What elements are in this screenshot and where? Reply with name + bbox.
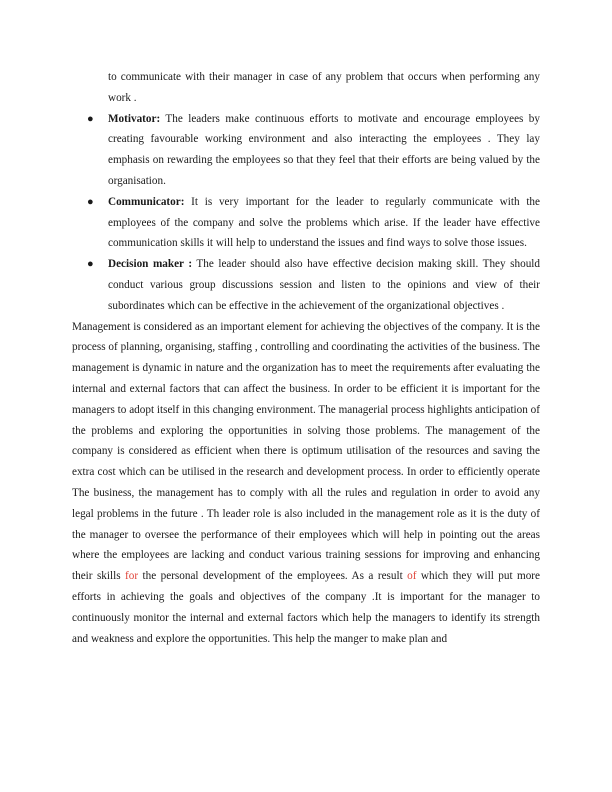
management-paragraph <box>72 317 540 650</box>
intro-continuation: to communicate with their manager in case of any problem that occurs when performing any work . <box>108 71 540 104</box>
bullet-term: Motivator: <box>108 112 161 125</box>
bullet-item-decision-maker <box>72 254 540 316</box>
bullet-icon: ● <box>87 195 94 208</box>
document-body <box>72 67 540 649</box>
bullet-term: Communicator: <box>108 195 185 208</box>
highlighted-word: of <box>407 570 417 583</box>
bullet-item-motivator <box>72 109 540 192</box>
leader-roles-list <box>72 109 540 317</box>
bullet-text: It is very important for the leader to regularly communicate with the employees of the company and solve the problems which arise. If the leader have effective communication skills it will help to understand the issues and find ways to solve those issues. <box>108 195 540 250</box>
bullet-text: The leader should also have effective decision making skill. They should conduct various group discussions session and listen to the opinions and view of their subordinates which can be effective in the achievement of the organizational objectives . <box>108 258 540 312</box>
bullet-item-communicator <box>72 192 540 254</box>
paragraph-text: Management is considered as an important element for achieving the objectives of the company. It is the process of planning, organising, staffing , controlling and coordinating the activities of the business. The management is dynamic in nature and the organization has to meet the requirements after evaluating the internal and external factors that can affect the business. In order to be efficient it is important for the managers to adopt itself in this changing environment. The managerial process highlights anticipation of the problems and exploring the opportunities in solving those problems. The management of the company is considered as efficient when there is optimum utilisation of the resources and saving the extra cost which can be utilised in the research and development process. In order to efficiently operate The business, the management has to comply with all the rules and regulation in order to avoid any legal problems in the future . Th leader role is also included in the management role as it is the duty of the manager to oversee the performance of their employees which will help in pointing out the areas where the employees are lacking and conduct various training sessions for improving and enhancing their skills <box>72 320 540 583</box>
bullet-icon: ● <box>87 112 94 125</box>
highlighted-word: for <box>125 570 139 583</box>
paragraph-text: which they will put more efforts in achieving the goals and objectives of the company .It is important for the manager to continuously monitor the internal and external factors which help the managers to identify its strength and weakness and explore the opportunities. This help the manger to make plan and <box>72 570 540 645</box>
bullet-term: Decision maker : <box>108 258 193 271</box>
paragraph-text: the personal development of the employees. As a result <box>138 570 408 583</box>
bullet-icon: ● <box>87 258 94 271</box>
bullet-text: The leaders make continuous efforts to motivate and encourage employees by creating favourable working environment and also interacting the employees . They lay emphasis on rewarding the employees so that they feel that their efforts are being valued by the organisation. <box>108 112 540 187</box>
